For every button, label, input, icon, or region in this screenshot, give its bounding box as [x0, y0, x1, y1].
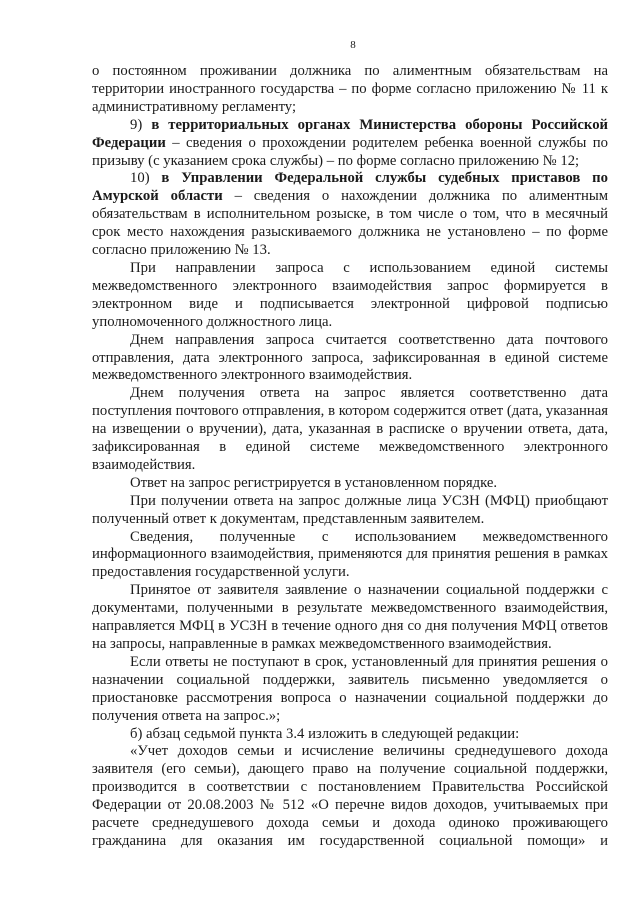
paragraph [92, 475, 608, 493]
text-segment: Ответ на запрос регистрируется в установленном порядке. [130, 474, 498, 491]
paragraph [92, 63, 608, 117]
text-segment: Сведения, полученные с использованием межведомственного информационного взаимодействия, применяются для принятия решения в рамках предоставления государственной услуги. [92, 528, 608, 581]
paragraph [92, 743, 608, 850]
paragraph [92, 529, 608, 583]
paragraph [92, 726, 608, 744]
paragraph [92, 385, 608, 475]
text-segment: б) абзац седьмой пункта 3.4 изложить в следующей редакции: [130, 725, 520, 742]
text-segment: Днем получения ответа на запрос является соответственно дата поступления почтового отправления, в котором содержится ответ (дата, указанная на извещении о вручении), дата, указанная в расписке о вручении ответа, дата, зафиксированная в единой системе межведомственного электронного взаимодействия. [92, 385, 608, 473]
text-segment: «Учет доходов семьи и исчисление величины среднедушевого дохода заявителя (его семьи), дающего право на получение социальной поддержки, производится в соответствии с постановлением Правительства Российской Федерации от 20.08.2003 № 512 «О перечне видов доходов, учитываемых при расчете среднедушевого дохода семьи и дохода одиноко проживающего гражданина для оказания им государственной социальной помощи» и [92, 743, 608, 849]
page-number: 8 [350, 39, 356, 51]
bold-text-segment: в территориальных органах Министерства обороны Российской Федерации [92, 116, 608, 151]
text-segment: – сведения о прохождении родителем ребенка военной службы по призыву (с указанием срока службы) – по форме согласно приложению № 12; [92, 134, 608, 169]
paragraph [92, 117, 608, 171]
paragraph [92, 170, 608, 260]
paragraph [92, 493, 608, 529]
text-segment: – сведения о нахождении должника по алиментным обязательствам в исполнительном розыске, в том числе о том, что в месячный срок место нахождения разыскиваемого должника не установлено – по форме согласно приложению № 13. [92, 188, 608, 259]
paragraph [92, 332, 608, 386]
text-segment: 10) [130, 170, 162, 187]
bold-text-segment: в Управлении Федеральной службы судебных приставов по Амурской области [92, 170, 608, 205]
text-segment: При направлении запроса с использованием единой системы межведомственного электронного взаимодействия запрос формируется в электронном виде и подписывается электронной цифровой подписью уполномоченного должностного лица. [92, 259, 608, 330]
text-segment: Если ответы не поступают в срок, установленный для принятия решения о назначении социальной поддержки, заявитель письменно уведомляется о приостановке рассмотрения вопроса о назначении социальной поддержки до получения ответа на запрос.»; [92, 653, 608, 724]
paragraph [92, 654, 608, 726]
text-segment: Принятое от заявителя заявление о назначении социальной поддержки с документами, полученными в результате межведомственного взаимодействия, направляется МФЦ в УСЗН в течение одного дня со дня получения МФЦ ответов на запросы, направленные в рамках межведомственного взаимодействия. [92, 582, 608, 652]
paragraph [92, 260, 608, 332]
paragraph [92, 582, 608, 654]
text-segment: Днем направления запроса считается соответственно дата почтового отправления, дата электронного запроса, зафиксированная в единой системе межведомственного электронного взаимодействия. [92, 331, 608, 384]
text-segment: При получении ответа на запрос должные лица УСЗН (МФЦ) приобщают полученный ответ к документам, представленным заявителем. [92, 492, 608, 527]
document-body [92, 63, 608, 851]
text-segment: о постоянном проживании должника по алиментным обязательствам на территории иностранного государства – по форме согласно приложению № 11 к административному регламенту; [92, 63, 608, 115]
text-segment: 9) [130, 116, 152, 133]
